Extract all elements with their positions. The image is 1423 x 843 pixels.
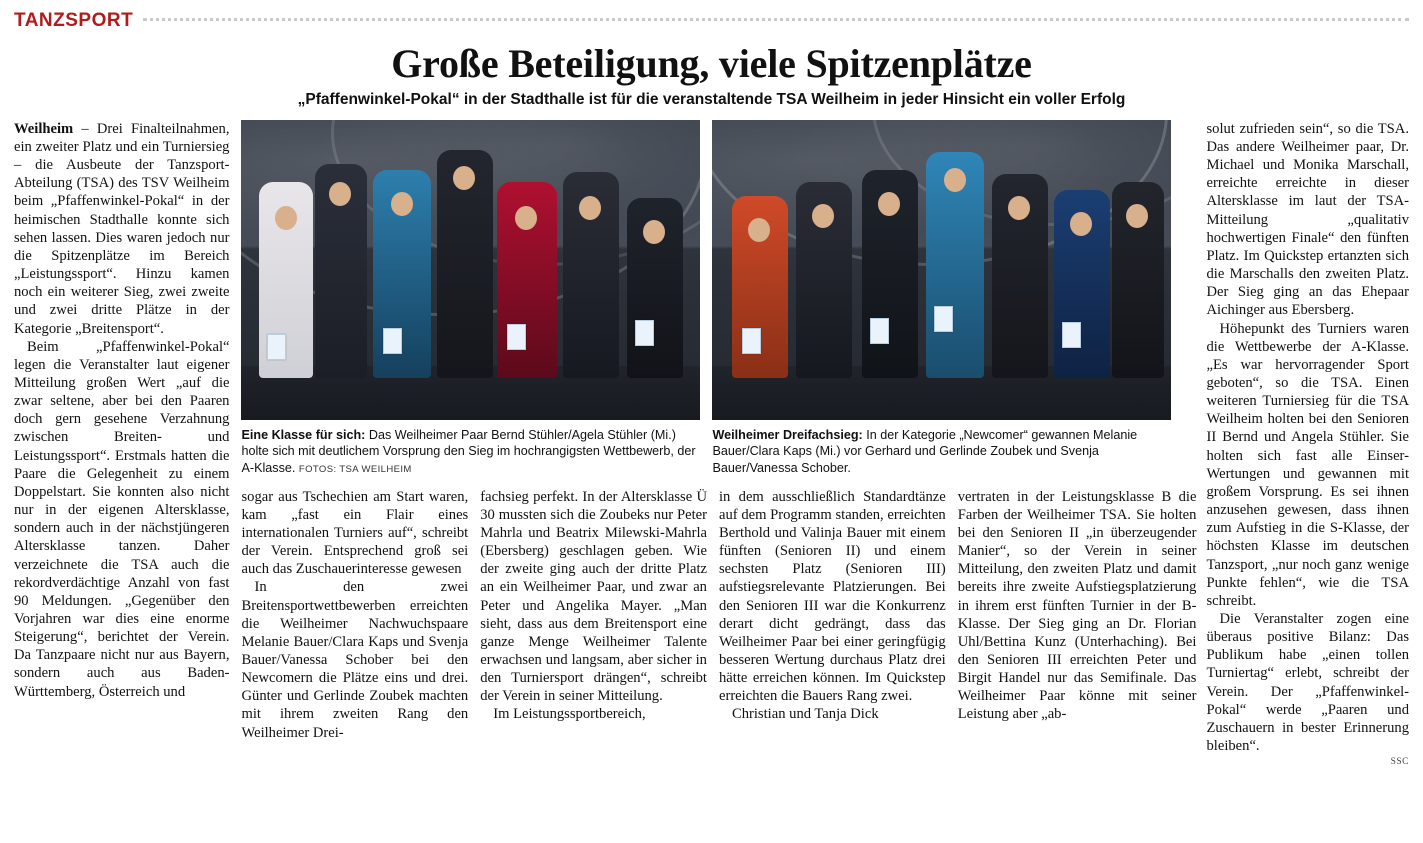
photo-caption-2	[712, 427, 1171, 477]
kicker-dotted-rule	[143, 18, 1409, 24]
page-title: Große Beteiligung, viele Spitzenplätze	[391, 41, 1032, 86]
photo-caption-1	[241, 427, 700, 477]
column-2-text	[241, 488, 468, 742]
column-6-text	[1206, 120, 1409, 755]
column-5-text	[958, 488, 1197, 724]
caption-lead: Weilheimer Dreifachsieg:	[712, 427, 863, 442]
paragraph: Im Leistungssportbereich,	[493, 706, 646, 723]
paragraph: solut zufrieden sein“, so die TSA. Das andere Weilheimer paar, Dr. Michael und Monika Marschall, erreichte erreichte in dieser Altersklasse im laut der TSA-Mitteilung „qualitativ hochwertigen Finale“ den fünften Platz. Im Quickstep ertanzten sich die Marschalls den zweiten Platz. Der Sieg ging an das Ehepaar Aichinger aus Ebersberg.	[1206, 120, 1409, 319]
photo-block-2	[712, 120, 1171, 477]
dateline: Weilheim	[14, 120, 74, 137]
text-column-3	[480, 488, 719, 830]
paragraph: fachsieg perfekt. In der Altersklasse Ü 30 mussten sich die Zoubeks nur Peter Mahrla und Beatrix Milewski-Mahrla (Ebersberg) geschlagen geben. Wie der zweite ging auch der dritte Platz an ein Weilheimer Paar, und zwar an Peter und Angelika Mayer. „Man sieht, dass aus dem Breitensport eine ganze Menge Weilheimer Talente erwachsen und langsam, aber sicher in den Turniersport drängen“, schreibt der Verein in seiner Mitteilung.	[480, 488, 707, 705]
photo-a-klasse	[241, 120, 700, 420]
headline-block	[14, 42, 1409, 110]
section-kicker-row	[14, 0, 1409, 36]
column-4-text	[719, 488, 946, 724]
paragraph: in dem ausschließlich Standardtänze auf dem Programm standen, erreichten Berthold und Valinja Bauer mit einem fünften (Senioren II) und einem sechsten Platz (Senioren III) aufstiegsrelevante Platzierungen. Bei den Senioren III war die Konkurrenz derart dicht gedrängt, dass das Weilheimer Paar bei einer geringfügig besseren Wertung durchaus Platz drei hätte erreichen können. Im Quickstep erreichten die Bauers Rang zwei.	[718, 488, 946, 705]
photo-credit: FOTOS: TSA WEILHEIM	[298, 464, 412, 475]
byline: SSC	[1390, 757, 1409, 768]
paragraph	[14, 120, 229, 338]
paragraph: vertraten in der Leistungsklasse B die Farben der Weilheimer TSA. Sie holten bei den Senioren II „in überzeugender Manier“, so der Verein in seiner Mitteilung, den zweiten Platz und damit bereits ihre zweite Aufstiegsplatzierung in ihrem erst fünften Turnier in der B-Klasse. Der Sieg ging an Dr. Florian Uhl/Bettina Kunz (Unterhaching). Bei den Senioren III erreichten Peter und Birgit Handel nur das Semifinale. Das Weilheimer Paar könne mit seiner Leistung aber „ab-	[957, 488, 1197, 723]
page-subtitle: „Pfaffenwinkel-Pokal“ in der Stadthalle ist für die veranstaltende TSA Weilheim in jeder Hinsicht ein voller Erfolg	[297, 91, 1126, 109]
certificate	[870, 318, 889, 344]
caption-text: In der Kategorie „Newcomer“ gewannen Melanie Bauer/Clara Kaps (Mi.) vor Gerhard und Gerlinde Zoubek und Svenja Bauer/Vanessa Schober.	[712, 427, 1138, 475]
text-column-4	[719, 488, 958, 830]
caption-text: Das Weilheimer Paar Bernd Stühler/Agela Stühler (Mi.) holte sich mit deutlichem Vorsprung den Sieg im hochrangigsten Wettbewerb, der A-Klasse.	[241, 427, 696, 475]
article-body	[14, 120, 1409, 830]
text-column-5	[958, 488, 1197, 830]
paragraph: In den zwei Breitensportwettbewerben erreichten die Weilheimer Nachwuchspaare Melanie Bauer/Clara Kaps und Svenja Bauer/Vanessa Schober bei den Newcomern die Plätze eins und drei. Günter und Gerlinde Zoubek machten mit ihrem zweiten Rang den Weilheimer Drei-	[241, 579, 469, 741]
certificate	[1062, 322, 1081, 348]
photo-row	[241, 120, 1196, 477]
certificate	[507, 324, 526, 350]
certificate	[267, 334, 286, 360]
center-area	[241, 120, 1196, 830]
paragraph: Christian und Tanja Dick	[731, 706, 879, 723]
lower-text-columns	[241, 488, 1196, 830]
paragraph: Die Veranstalter zogen eine überaus positive Bilanz: Das Publikum habe „einen tollen Turniertag“ erlebt, schreibt der Verein. Der „Pfaffenwinkel-Pokal“ werde „Paaren und Zuschauern in bester Erinnerung bleiben“.	[1206, 611, 1409, 755]
column-1-text	[14, 120, 229, 701]
paragraph: Höhepunkt des Turniers waren die Wettbewerbe der A-Klasse. „Es war hervorragender Sport geboten“, so die TSA. Einen weiteren Turniersieg für die TSA Weilheim holten bei den Senioren II Bernd und Angela Stühler. Sie holten sich fast alle Einser-Wertungen und gewannen mit großem Vorsprung. Es sei ihnen anzusehen gewesen, dass ihnen zum Aufstieg in die S-Klasse, der höchsten Klasse im deutschen Tanzsport, „nur noch ganz wenige Punkte fehlen“, wie die TSA schreibt.	[1206, 320, 1409, 609]
text-column-6	[1196, 120, 1409, 830]
certificate	[635, 320, 654, 346]
photo-block-1	[241, 120, 700, 477]
caption-lead: Eine Klasse für sich:	[241, 427, 366, 442]
paragraph-text: – Drei Finalteilnahmen, ein zweiter Platz und ein Turniersieg – die Ausbeute der Tanzsport-Abteilung (TSA) des TSV Weilheim beim „Pfaffenwinkel-Pokal“ in der heimischen Stadthalle konnte sich sehen lassen. Dies waren jedoch nur die Spitzenplätze im Bereich „Leistungssport“. Hinzu kamen noch ein weiterer Sieg, zwei zweite und zwei dritte Plätze in der Kategorie „Breitensport“.	[14, 120, 230, 337]
paragraph: sogar aus Tschechien am Start waren, kam „fast ein Flair eines internationalen Turniers auf“, schreibt der Verein. Entsprechend groß sei auch das Zuschauerinteresse gewesen	[241, 488, 469, 578]
certificate	[934, 306, 953, 332]
certificate	[383, 328, 402, 354]
paragraph: Beim „Pfaffenwinkel-Pokal“ legen die Veranstalter laut eigener Mitteilung großen Wert „auf die zwar seltene, aber bei den Paaren doch gern gesehene Verzahnung zwischen Breiten- und Leistungssport“. Erstmals hatten die Paare die Gelegenheit zu einem Doppelstart. Sie konnten also nicht nur in der eigenen Altersklasse, sondern auch in der nächstjüngeren Altersklasse tanzen. Daher verzeichnete die TSA auch die rekordverdächtige Anzahl von fast 90 Meldungen. „Gegenüber den Vorjahren war dies eine enorme Steigerung“, berichtet der Verein. Da Tanzpaare nicht nur aus Bayern, sondern auch aus Baden-Württemberg, Österreich und	[14, 338, 230, 700]
section-kicker-label: TANZSPORT	[14, 10, 134, 31]
column-3-text	[480, 488, 707, 724]
text-column-2	[241, 488, 480, 830]
certificate	[742, 328, 761, 354]
photo-newcomer	[712, 120, 1171, 420]
text-column-1	[14, 120, 241, 830]
